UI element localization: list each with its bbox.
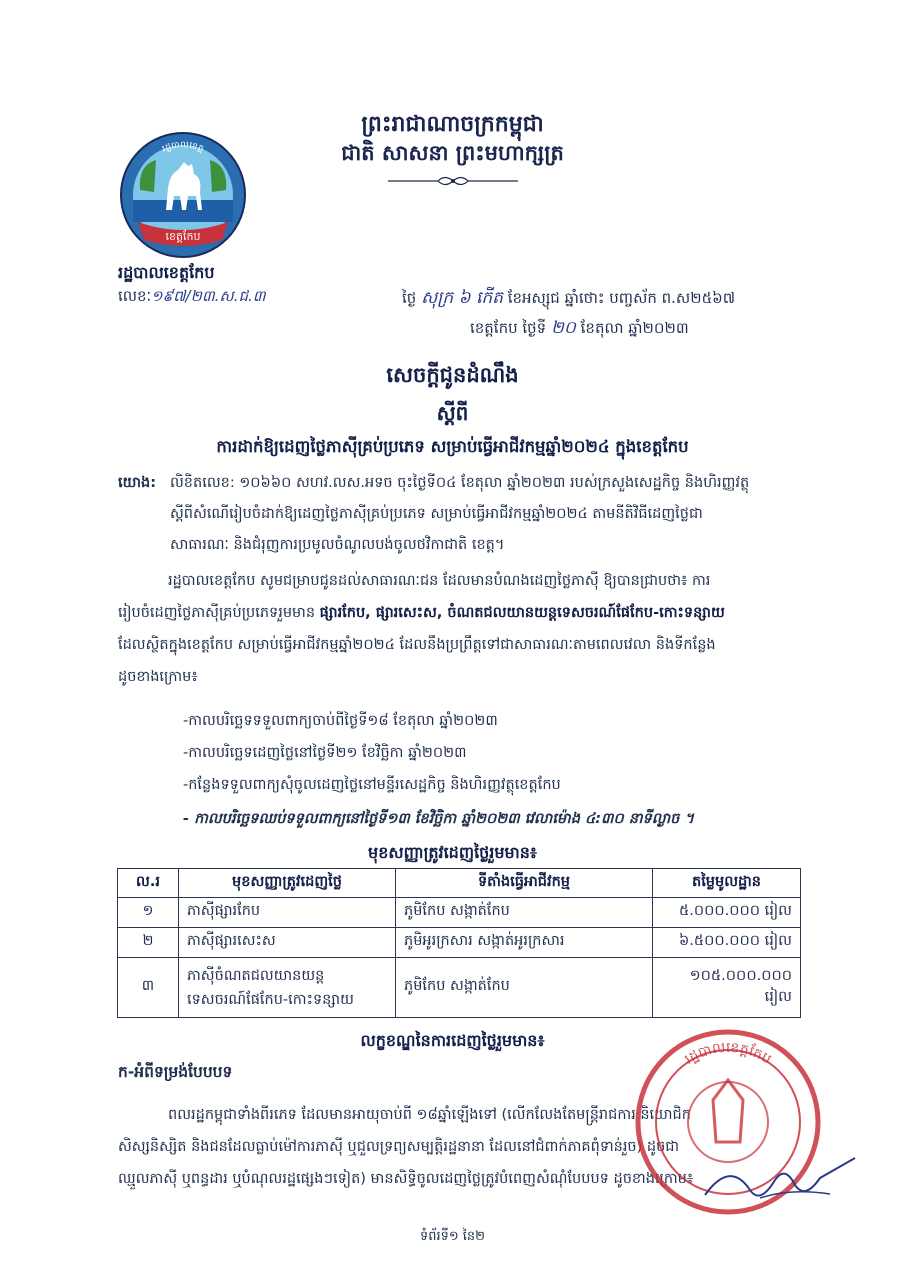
kingdom-heading: ព្រះរាជាណាចក្រកម្ពុជា bbox=[361, 112, 544, 137]
body-line-2 bbox=[118, 604, 725, 625]
condition-line-3: ឈ្មួលភាស៊ី ឬពន្ធដារ ឬបំណុលរដ្ឋផ្សេងៗទៀត) មានសិទ្ធិចូលដេញថ្លៃត្រូវបំពេញសំណុំបែបបទ ដូចខាងក្រោម៖ bbox=[118, 1171, 694, 1187]
reference-line-2: ស្តីពីសំណើរៀបចំដាក់ឱ្យដេញថ្លៃភាស៊ីគ្រប់ប្រភេទ សម្រាប់ធ្វើអាជីវកម្មឆ្នាំ២០២៤ តាមនីតិវិធីដេញថ្លៃជា bbox=[170, 506, 703, 522]
row-item: ភាស៊ីចំណតជលយានយន្ត ទេសចរណ៍ផែកែប-កោះទន្សាយ bbox=[179, 958, 396, 1018]
row-location: ភូមិកែប សង្កាត់កែប bbox=[396, 898, 653, 928]
solar-date bbox=[470, 317, 689, 342]
row-no: ៣ bbox=[118, 958, 179, 1018]
row-item: ភាស៊ីផ្សារសេះស bbox=[179, 928, 396, 958]
logo-top-text: រដ្ឋបាលខេត្ត bbox=[160, 140, 206, 155]
lunar-rest: ខែអស្សុជ ឆ្នាំថោះ បញ្ចស័ក ព.ស២៥៦៧ bbox=[507, 289, 736, 307]
conditions-heading: លក្ខខណ្ឌនៃការដេញថ្លៃរួមមាន៖ bbox=[360, 1031, 545, 1050]
ref-label: លេខៈ bbox=[118, 287, 152, 305]
row-no: ២ bbox=[118, 928, 179, 958]
row-price: ៥.០០០.០០០ រៀល bbox=[653, 898, 801, 928]
bullet-2: -កាលបរិច្ឆេទដេញថ្លៃនៅថ្ងៃទី២១ ខែវិច្ឆិកា ឆ្នាំ២០២៣ bbox=[183, 745, 467, 761]
kep-province-logo bbox=[118, 130, 248, 260]
ref-number: ១៩៧/២៣.ស.ជ.៣ bbox=[151, 287, 266, 305]
table-row bbox=[118, 898, 801, 928]
solar-day: ២០ bbox=[550, 318, 576, 338]
logo-bottom-text: ខេត្តកែប bbox=[165, 230, 201, 243]
header-location: ទីតាំងធ្វើអាជីវកម្ម bbox=[396, 869, 653, 898]
row-item: ភាស៊ីផ្សារកែប bbox=[179, 898, 396, 928]
header-price: តម្លៃមូលដ្ឋាន bbox=[653, 869, 801, 898]
svg-text:រដ្ឋបាលខេត្តកែប bbox=[682, 1040, 774, 1068]
table-row bbox=[118, 958, 801, 1018]
page-number: ទំព័រទី១ នៃ២ bbox=[419, 1229, 486, 1244]
condition-line-2: សិស្សនិស្សិត និងជនដែលធ្លាប់ម៉ៅការភាស៊ី ឬជួលទ្រព្យសម្បត្តិរដ្ឋនានា ដែលនៅជំពាក់ភាគពុំទាន់រួច) ដូចជា bbox=[118, 1139, 680, 1155]
table-row bbox=[118, 928, 801, 958]
ornament-divider bbox=[388, 174, 518, 188]
lunar-handwritten: សុក្រ ៦ កើត bbox=[421, 288, 503, 308]
notice-title: សេចក្តីជូនដំណឹង bbox=[386, 363, 519, 387]
body-line-4: ដូចខាងក្រោម៖ bbox=[118, 669, 198, 685]
table-caption: មុខសញ្ញាត្រូវដេញថ្លៃរួមមាន៖ bbox=[368, 843, 537, 862]
table-header-row bbox=[118, 869, 801, 898]
reference-line-3: សាធារណៈ និងជំរុញការប្រមូលចំណូលបង់ចូលថវិកាជាតិ ខេត្ត។ bbox=[170, 537, 505, 553]
header-item: មុខសញ្ញាត្រូវដេញថ្លៃ bbox=[179, 869, 396, 898]
price-table bbox=[117, 868, 801, 1018]
section-a-heading: ក-អំពីទម្រង់បែបបទ bbox=[118, 1063, 233, 1081]
issuer-name: រដ្ឋបាលខេត្តកែប bbox=[118, 263, 215, 282]
reference-label: យោង: bbox=[118, 475, 157, 491]
body-line-3: ដែលស្ថិតក្នុងខេត្តកែប សម្រាប់ធ្វើអាជីវកម្មឆ្នាំ២០២៤ ដែលនឹងប្រព្រឹត្តទៅជាសាធារណៈតាមពេលវេលា និងទីកន្លែង bbox=[118, 637, 716, 653]
reference-number-line bbox=[118, 287, 266, 309]
lunar-prefix: ថ្ងៃ bbox=[402, 289, 417, 307]
bullet-1: -កាលបរិច្ឆេទទទួលពាក្យចាប់ពីថ្ងៃទី១៨ ខែតុលា ឆ្នាំ២០២៣ bbox=[183, 713, 498, 729]
solar-rest: ខែតុលា ឆ្នាំ២០២៣ bbox=[580, 319, 689, 337]
reference-line-1: លិខិតលេខ: ១០៦៦០ សហវ.លស.អទច ចុះថ្ងៃទី០៤ ខែតុលា ឆ្នាំ២០២៣ របស់ក្រសួងសេដ្ឋកិច្ច និងហិរញ្ញវត្ថុ bbox=[170, 475, 750, 491]
regarding-title: ស្តីពី bbox=[436, 401, 469, 425]
row-location: ភូមិកែប សង្កាត់កែប bbox=[396, 958, 653, 1018]
deadline-line: - កាលបរិច្ឆេទឈប់ទទួលពាក្យនៅថ្ងៃទី១៣ ខែវិច្ឆិកា ឆ្នាំ២០២៣ វេលាម៉ោង ៤:៣០ នាទីល្ងាច ។ bbox=[183, 811, 694, 827]
signature bbox=[700, 1150, 860, 1210]
header-no: ល.រ bbox=[118, 869, 179, 898]
row-location: ភូមិអូរក្រសារ សង្កាត់អូរក្រសារ bbox=[396, 928, 653, 958]
row-no: ១ bbox=[118, 898, 179, 928]
stamp-text: រដ្ឋបាលខេត្តកែប bbox=[681, 1039, 775, 1068]
lunar-date bbox=[402, 287, 735, 312]
condition-line-1: ពលរដ្ឋកម្ពុជាទាំងពីរភេទ ដែលមានអាយុចាប់ពី ១៨ឆ្នាំឡើងទៅ (លើកលែងតែមន្ត្រីរាជការ និយោជិក bbox=[168, 1107, 691, 1123]
body-line-1: រដ្ឋបាលខេត្តកែប សូមជម្រាបជូនដល់សាធារណៈជន ដែលមានបំណងដេញថ្លៃភាស៊ី ឱ្យបានជ្រាបថា៖ ការ bbox=[168, 573, 711, 589]
body-line-2-text: រៀបចំដេញថ្លៃភាស៊ីគ្រប់ប្រភេទរួមមាន bbox=[118, 605, 316, 621]
row-price: ១០៥.០០០.០០០ រៀល bbox=[653, 958, 801, 1018]
national-motto: ជាតិ សាសនា ព្រះមហាក្សត្រ bbox=[341, 141, 564, 165]
solar-prefix: ខេត្តកែប ថ្ងៃទី bbox=[470, 319, 547, 337]
row-price: ៦.៥០០.០០០ រៀល bbox=[653, 928, 801, 958]
bullet-3: -កន្លែងទទួលពាក្យសុំចូលដេញថ្លៃនៅមន្ទីរសេដ្ឋកិច្ច និងហិរញ្ញវត្ថុខេត្តកែប bbox=[183, 777, 561, 793]
body-line-2-bold: ផ្សារកែប, ផ្សារសេះស, ចំណតជលយានយន្តទេសចរណ៍ផែកែប-កោះទន្សាយ bbox=[319, 605, 725, 621]
subject-title: ការដាក់ឱ្យដេញថ្លៃភាស៊ីគ្រប់ប្រភេទ សម្រាប់ធ្វើអាជីវកម្មឆ្នាំ២០២៤ ក្នុងខេត្តកែប bbox=[216, 437, 689, 456]
